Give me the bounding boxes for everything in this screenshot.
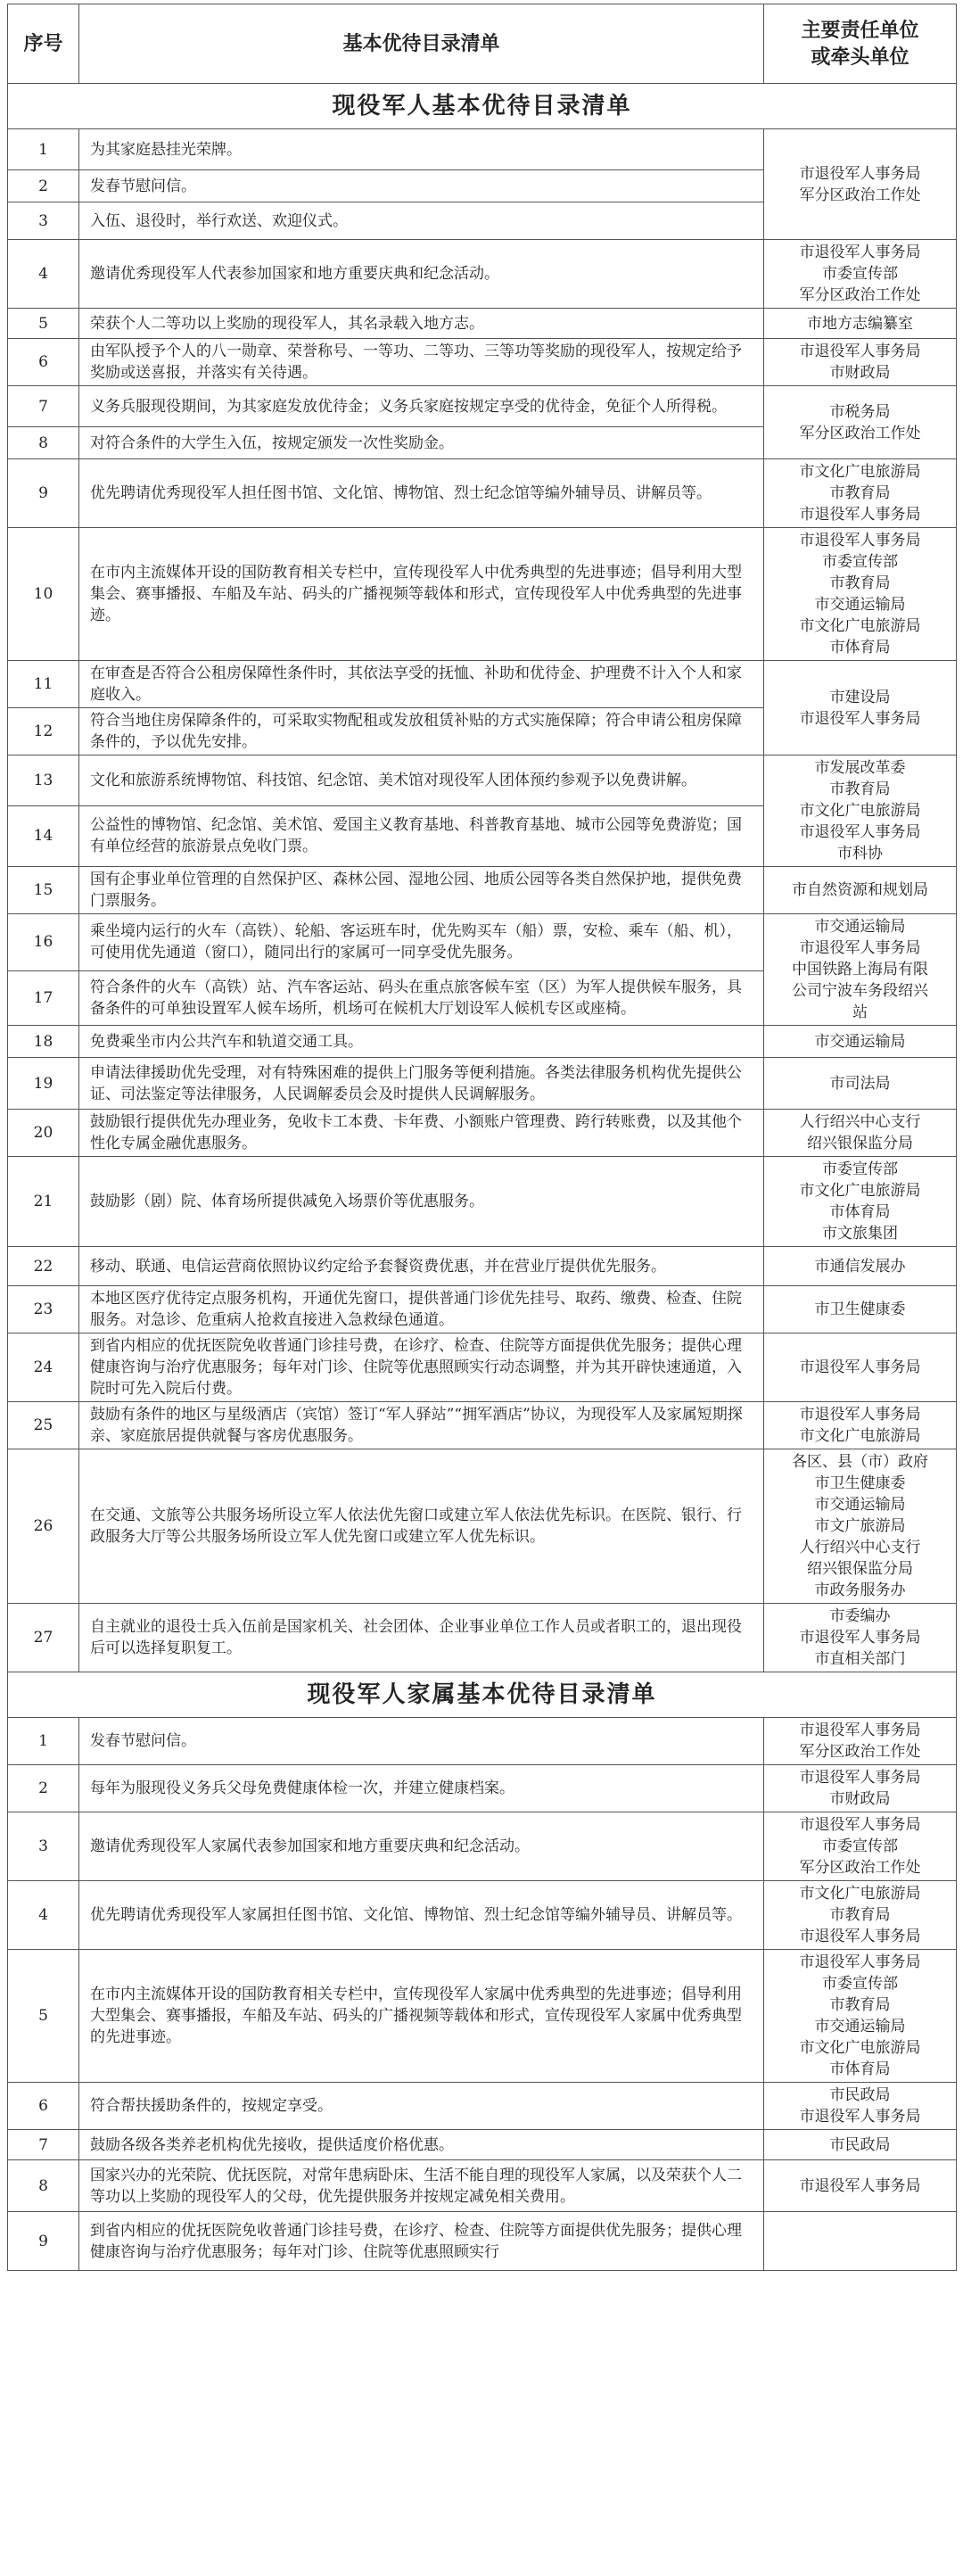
table-row (8, 1881, 957, 1950)
row-item: 文化和旅游系统博物馆、科技馆、纪念馆、美术馆对现役军人团体预约参观予以免费讲解。 (79, 755, 764, 806)
row-item: 荣获个人二等功以上奖励的现役军人，其名录载入地方志。 (79, 309, 764, 339)
table-row (8, 1026, 957, 1058)
table-row (8, 2083, 957, 2130)
row-item: 在市内主流媒体开设的国防教育相关专栏中，宣传现役军人中优秀典型的先进事迹；倡导利用大型集会、赛事播报、车船及车站、码头的广播视频等载体和形式，宣传现役军人中优秀典型的先进事迹。 (79, 528, 764, 661)
row-number: 23 (8, 1286, 79, 1333)
row-dept: 市退役军人事务局 市文化广电旅游局 (764, 1402, 957, 1449)
table-row (8, 661, 957, 708)
row-number: 4 (8, 240, 79, 309)
row-item: 到省内相应的优抚医院免收普通门诊挂号费，在诊疗、检查、住院等方面提供优先服务；提供心理健康咨询与治疗优惠服务；每年对门诊、住院等优惠照顾实行动态调整，并为其开辟快速通道，入院时可先入院后付费。 (79, 1333, 764, 1402)
row-number: 7 (8, 386, 79, 427)
row-number: 14 (8, 805, 79, 866)
table-row (8, 1058, 957, 1110)
section-title: 现役军人家属基本优待目录清单 (8, 1672, 957, 1718)
row-dept: 市委编办 市退役军人事务局 市直相关部门 (764, 1604, 957, 1672)
row-item: 国家兴办的光荣院、优抚医院，对常年患病卧床、生活不能自理的现役军人家属，以及荣获个人二等功以上奖励的现役军人的父母，优先提供服务并按规定减免相关费用。 (79, 2160, 764, 2212)
row-dept: 市退役军人事务局 市委宣传部 市教育局 市交通运输局 市文化广电旅游局 市体育局 (764, 1950, 957, 2083)
row-item: 符合帮扶援助条件的，按规定享受。 (79, 2083, 764, 2130)
row-item: 国有企事业单位管理的自然保护区、森林公园、湿地公园、地质公园等各类自然保护地，提供免费门票服务。 (79, 867, 764, 914)
document (7, 4, 956, 2271)
row-dept: 市司法局 (764, 1058, 957, 1110)
table-row (8, 386, 957, 427)
table-row (8, 309, 957, 339)
row-number: 16 (8, 914, 79, 971)
row-dept: 市退役军人事务局 军分区政治工作处 (764, 129, 957, 240)
row-item: 公益性的博物馆、纪念馆、美术馆、爱国主义教育基地、科普教育基地、城市公园等免费游览；国有单位经营的旅游景点免收门票。 (79, 805, 764, 866)
row-item: 鼓励有条件的地区与星级酒店（宾馆）签订“军人驿站”“拥军酒店”协议，为现役军人及家属短期探亲、家庭旅居提供就餐与客房优惠服务。 (79, 1402, 764, 1449)
row-dept: 市交通运输局 (764, 1026, 957, 1058)
row-item: 邀请优秀现役军人代表参加国家和地方重要庆典和纪念活动。 (79, 240, 764, 309)
row-item: 发春节慰问信。 (79, 170, 764, 202)
table-row (8, 2212, 957, 2271)
row-dept: 市退役军人事务局 军分区政治工作处 (764, 1718, 957, 1765)
row-number: 3 (8, 202, 79, 240)
row-number: 9 (8, 459, 79, 528)
row-number: 19 (8, 1058, 79, 1110)
row-number: 26 (8, 1449, 79, 1604)
table-row (8, 1110, 957, 1157)
row-number: 7 (8, 2130, 79, 2160)
header-row (8, 4, 957, 84)
row-item: 符合条件的火车（高铁）站、汽车客运站、码头在重点旅客候车室（区）为军人提供候车服务，具备条件的可单独设置军人候车场所，机场可在候机大厅划设军人候机专区或座椅。 (79, 970, 764, 1025)
row-item: 由军队授予个人的八一勋章、荣誉称号、一等功、二等功、三等功等奖励的现役军人，按规定给予奖励或送喜报，并落实有关待遇。 (79, 339, 764, 386)
row-dept: 市自然资源和规划局 (764, 867, 957, 914)
table-row (8, 1449, 957, 1604)
row-item: 在审查是否符合公租房保障性条件时，其依法享受的抚恤、补助和优待金、护理费不计入个人和家庭收入。 (79, 661, 764, 708)
table-row (8, 755, 957, 806)
row-number: 18 (8, 1026, 79, 1058)
table-row (8, 1286, 957, 1333)
row-number: 1 (8, 1718, 79, 1765)
row-dept: 市地方志编纂室 (764, 309, 957, 339)
row-number: 9 (8, 2212, 79, 2271)
row-item: 申请法律援助优先受理，对有特殊困难的提供上门服务等便利措施。各类法律服务机构优先提供公证、司法鉴定等法律服务，人民调解委员会及时提供人民调解服务。 (79, 1058, 764, 1110)
row-number: 25 (8, 1402, 79, 1449)
row-dept (764, 2212, 957, 2271)
table-row (8, 2160, 957, 2212)
row-dept: 市退役军人事务局 (764, 2160, 957, 2212)
table-row (8, 1718, 957, 1765)
table-row (8, 867, 957, 914)
row-number: 2 (8, 170, 79, 202)
table-row (8, 1950, 957, 2083)
row-dept: 市民政局 市退役军人事务局 (764, 2083, 957, 2130)
row-number: 8 (8, 2160, 79, 2212)
table-row (8, 1402, 957, 1449)
row-item: 鼓励影（剧）院、体育场所提供减免入场票价等优惠服务。 (79, 1157, 764, 1247)
row-number: 15 (8, 867, 79, 914)
row-item: 鼓励银行提供优先办理业务，免收卡工本费、卡年费、小额账户管理费、跨行转账费，以及其他个性化专属金融优惠服务。 (79, 1110, 764, 1157)
row-number: 17 (8, 970, 79, 1025)
row-item: 在市内主流媒体开设的国防教育相关专栏中，宣传现役军人家属中优秀典型的先进事迹；倡导利用大型集会、赛事播报，车船及车站、码头的广播视频等载体和形式，宣传现役军人家属中优秀典型的先进事迹。 (79, 1950, 764, 2083)
row-number: 12 (8, 708, 79, 755)
row-dept: 市文化广电旅游局 市教育局 市退役军人事务局 (764, 1881, 957, 1950)
row-item: 在交通、文旅等公共服务场所设立军人依法优先窗口或建立军人依法优先标识。在医院、银行、行政服务大厅等公共服务场所设立军人优先窗口或建立军人优先标识。 (79, 1449, 764, 1604)
row-number: 5 (8, 309, 79, 339)
row-dept: 市文化广电旅游局 市教育局 市退役军人事务局 (764, 459, 957, 528)
row-dept: 市交通运输局 市退役军人事务局 中国铁路上海局有限 公司宁波车务段绍兴 站 (764, 914, 957, 1026)
row-number: 11 (8, 661, 79, 708)
header-dept: 主要责任单位 或牵头单位 (764, 4, 957, 84)
table-row (8, 1333, 957, 1402)
benefits-table (7, 4, 957, 2271)
row-number: 1 (8, 129, 79, 170)
table-row (8, 914, 957, 971)
row-item: 为其家庭悬挂光荣牌。 (79, 129, 764, 170)
table-row (8, 1604, 957, 1672)
row-dept: 市退役军人事务局 市委宣传部 军分区政治工作处 (764, 1812, 957, 1881)
row-item: 乘坐境内运行的火车（高铁）、轮船、客运班车时，优先购买车（船）票，安检、乘车（船、机），可使用优先通道（窗口），随同出行的家属可一同享受优先服务。 (79, 914, 764, 971)
row-dept: 市退役军人事务局 市财政局 (764, 1765, 957, 1812)
row-number: 5 (8, 1950, 79, 2083)
table-row (8, 459, 957, 528)
row-dept: 人行绍兴中心支行 绍兴银保监分局 (764, 1110, 957, 1157)
row-item: 免费乘坐市内公共汽车和轨道交通工具。 (79, 1026, 764, 1058)
row-item: 到省内相应的优抚医院免收普通门诊挂号费，在诊疗、检查、住院等方面提供优先服务；提供心理健康咨询与治疗优惠服务；每年对门诊、住院等优惠照顾实行 (79, 2212, 764, 2271)
table-row (8, 339, 957, 386)
row-item: 邀请优秀现役军人家属代表参加国家和地方重要庆典和纪念活动。 (79, 1812, 764, 1881)
row-number: 4 (8, 1881, 79, 1950)
row-item: 鼓励各级各类养老机构优先接收，提供适度价格优惠。 (79, 2130, 764, 2160)
row-number: 2 (8, 1765, 79, 1812)
row-number: 20 (8, 1110, 79, 1157)
table-body (8, 84, 957, 2271)
row-dept: 市委宣传部 市文化广电旅游局 市体育局 市文旅集团 (764, 1157, 957, 1247)
section-title: 现役军人基本优待目录清单 (8, 84, 957, 129)
table-row (8, 528, 957, 661)
row-number: 27 (8, 1604, 79, 1672)
row-item: 符合当地住房保障条件的，可采取实物配租或发放租赁补贴的方式实施保障；符合申请公租房保障条件的，予以优先安排。 (79, 708, 764, 755)
row-item: 优先聘请优秀现役军人家属担任图书馆、文化馆、博物馆、烈士纪念馆等编外辅导员、讲解员等。 (79, 1881, 764, 1950)
row-item: 入伍、退役时，举行欢送、欢迎仪式。 (79, 202, 764, 240)
table-row (8, 2130, 957, 2160)
row-item: 对符合条件的大学生入伍，按规定颁发一次性奖励金。 (79, 427, 764, 459)
row-number: 21 (8, 1157, 79, 1247)
table-row (8, 1765, 957, 1812)
section-title-row (8, 1672, 957, 1718)
row-item: 义务兵服现役期间，为其家庭发放优待金；义务兵家庭按规定享受的优待金，免征个人所得税。 (79, 386, 764, 427)
row-dept: 市建设局 市退役军人事务局 (764, 661, 957, 755)
row-dept: 市退役军人事务局 市委宣传部 军分区政治工作处 (764, 240, 957, 309)
section-title-row (8, 84, 957, 129)
row-number: 3 (8, 1812, 79, 1881)
table-row (8, 1157, 957, 1247)
row-dept: 市通信发展办 (764, 1247, 957, 1286)
row-dept: 市卫生健康委 (764, 1286, 957, 1333)
table-row (8, 1812, 957, 1881)
row-number: 6 (8, 339, 79, 386)
row-item: 优先聘请优秀现役军人担任图书馆、文化馆、博物馆、烈士纪念馆等编外辅导员、讲解员等。 (79, 459, 764, 528)
row-item: 发春节慰问信。 (79, 1718, 764, 1765)
row-number: 24 (8, 1333, 79, 1402)
row-number: 8 (8, 427, 79, 459)
row-item: 本地区医疗优待定点服务机构，开通优先窗口，提供普通门诊优先挂号、取药、缴费、检查、住院服务。对急诊、危重病人抢救直接进入急救绿色通道。 (79, 1286, 764, 1333)
row-item: 移动、联通、电信运营商依照协议约定给予套餐资费优惠，并在营业厅提供优先服务。 (79, 1247, 764, 1286)
table-row (8, 240, 957, 309)
table-row (8, 129, 957, 170)
row-dept: 市发展改革委 市教育局 市文化广电旅游局 市退役军人事务局 市科协 (764, 755, 957, 867)
row-dept: 市退役军人事务局 市财政局 (764, 339, 957, 386)
table-row (8, 1247, 957, 1286)
row-number: 6 (8, 2083, 79, 2130)
row-dept: 市民政局 (764, 2130, 957, 2160)
row-dept: 市退役军人事务局 市委宣传部 市教育局 市交通运输局 市文化广电旅游局 市体育局 (764, 528, 957, 661)
row-dept: 市退役军人事务局 (764, 1333, 957, 1402)
row-item: 自主就业的退役士兵入伍前是国家机关、社会团体、企业事业单位工作人员或者职工的，退出现役后可以选择复职复工。 (79, 1604, 764, 1672)
row-number: 10 (8, 528, 79, 661)
row-number: 13 (8, 755, 79, 806)
header-item: 基本优待目录清单 (79, 4, 764, 84)
row-dept: 各区、县（市）政府 市卫生健康委 市交通运输局 市文广旅游局 人行绍兴中心支行 绍兴银保监分局 市政务服务办 (764, 1449, 957, 1604)
header-num: 序号 (8, 4, 79, 84)
row-number: 22 (8, 1247, 79, 1286)
row-item: 每年为服现役义务兵父母免费健康体检一次，并建立健康档案。 (79, 1765, 764, 1812)
row-dept: 市税务局 军分区政治工作处 (764, 386, 957, 459)
